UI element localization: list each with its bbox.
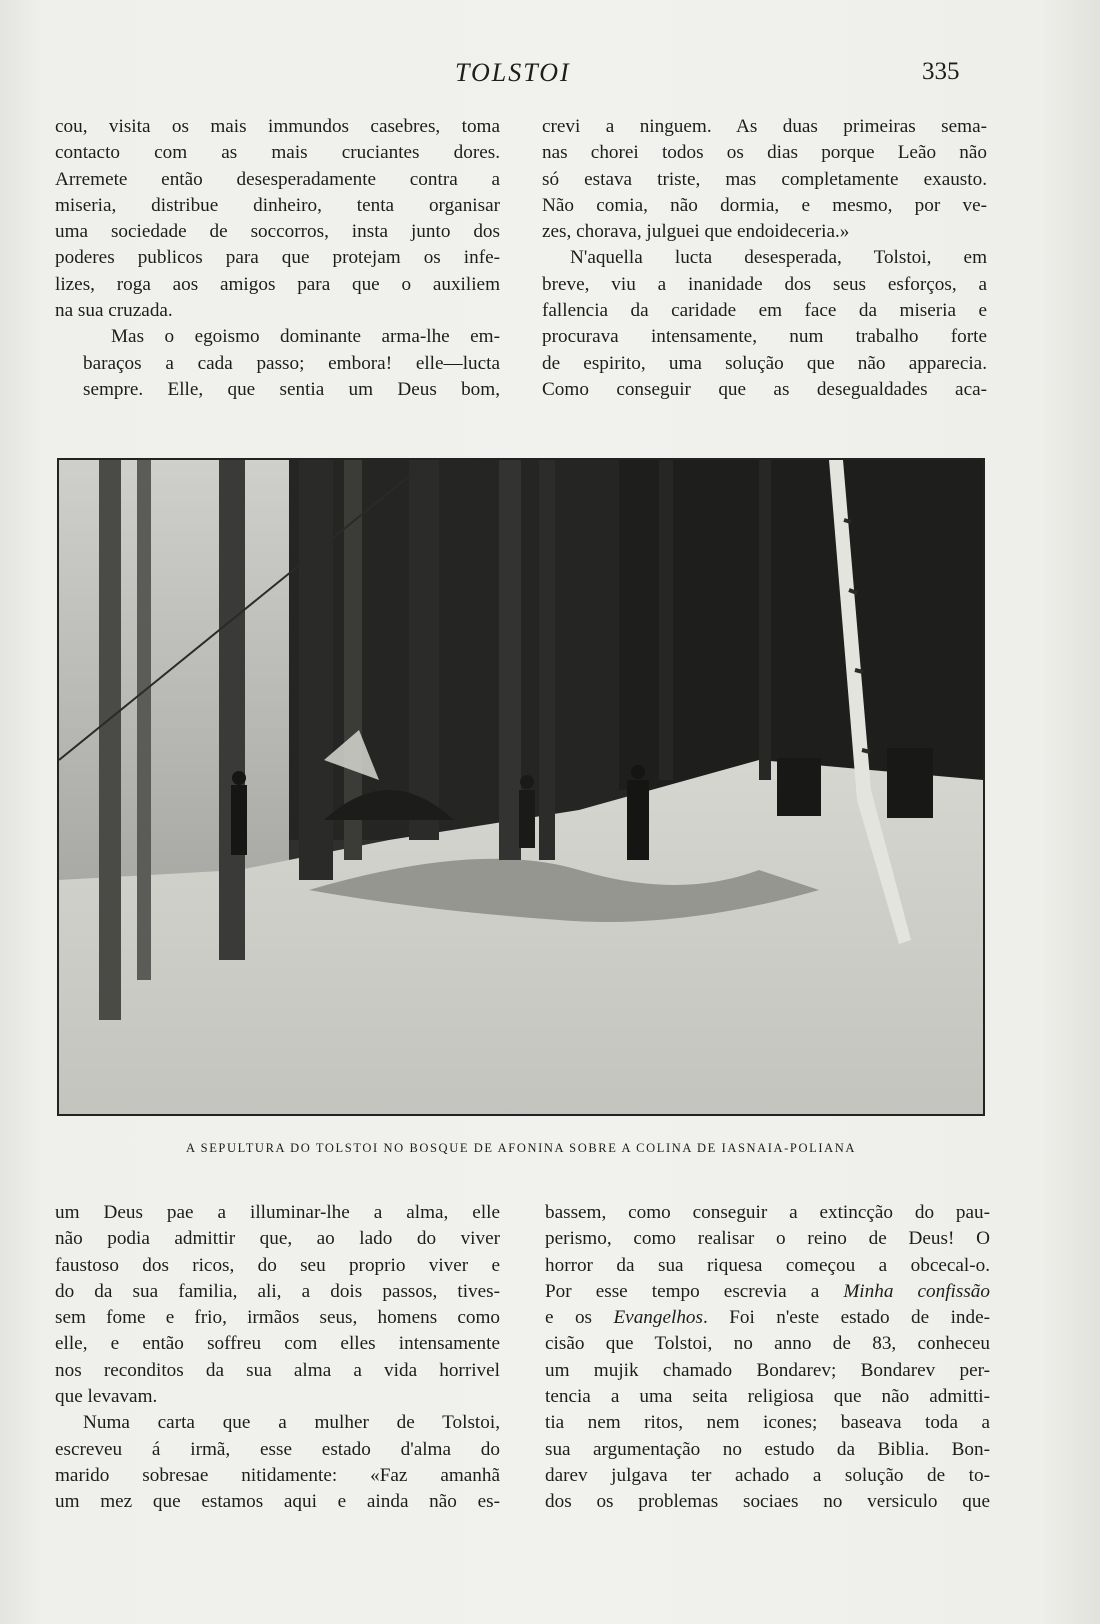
text-line: uma sociedade de soccorros, insta junto dos bbox=[55, 221, 500, 243]
paragraph bbox=[55, 114, 500, 324]
photo-caption: A SEPULTURA DO TOLSTOI NO BOSQUE DE AFONINA SOBRE A COLINA DE IASNAIA-POLIANA bbox=[185, 1141, 856, 1155]
text-line: na sua cruzada. bbox=[55, 300, 173, 322]
text-line bbox=[545, 1279, 990, 1305]
page-number: 335 bbox=[922, 58, 960, 85]
running-title: TOLSTOI bbox=[455, 58, 571, 87]
column-top-right bbox=[542, 114, 987, 403]
text-line: um mez que estamos aqui e ainda não es- bbox=[55, 1491, 500, 1513]
text-line: fallencia da caridade em face da miseria e bbox=[542, 300, 987, 322]
text-line: cou, visita os mais immundos casebres, toma bbox=[55, 116, 500, 137]
paragraph bbox=[55, 1410, 500, 1515]
text-line: elle, e então soffreu com elles intensamente bbox=[55, 1333, 500, 1355]
text-line: Arremete então desesperadamente contra a bbox=[55, 168, 500, 190]
text-line: um Deus pae a illuminar-lhe a alma, elle bbox=[55, 1202, 500, 1223]
book-title-italic: Minha confissão bbox=[843, 1280, 990, 1302]
paragraph bbox=[55, 1200, 500, 1410]
text-line: baraços a cada passo; embora! elle—lucta bbox=[83, 352, 500, 374]
text-line: sua argumentação no estudo da Biblia. Bon- bbox=[545, 1438, 990, 1460]
text-line: só estava triste, mas completamente exausto. bbox=[542, 168, 987, 190]
text-line: contacto com as mais cruciantes dores. bbox=[55, 142, 500, 164]
text-line: faustoso dos ricos, do seu proprio viver e bbox=[55, 1254, 500, 1276]
forest-photo-illustration bbox=[59, 460, 983, 1114]
text-line: cisão que Tolstoi, no anno de 83, conheceu bbox=[545, 1333, 990, 1355]
text-segment: . Foi n'este estado de inde- bbox=[702, 1307, 990, 1329]
text-line: nas chorei todos os dias porque Leão não bbox=[542, 142, 987, 164]
text-line: Mas o egoismo dominante arma-lhe em- bbox=[111, 326, 500, 348]
text-line: um mujik chamado Bondarev; Bondarev per- bbox=[545, 1359, 990, 1381]
paragraph bbox=[545, 1200, 990, 1516]
paragraph bbox=[542, 114, 987, 245]
book-title-italic: Evangelhos bbox=[613, 1307, 703, 1329]
text-line: perismo, como realisar o reino de Deus! O bbox=[545, 1228, 990, 1250]
text-line: lizes, roga aos amigos para que o auxiliem bbox=[55, 273, 500, 295]
text-line: bassem, como conseguir a extincção do pau- bbox=[545, 1202, 990, 1223]
text-line: do da sua familia, ali, a dois passos, tives- bbox=[55, 1280, 500, 1302]
paragraph bbox=[55, 324, 500, 403]
text-segment: e os bbox=[545, 1307, 614, 1329]
text-line: zes, chorava, julguei que endoideceria.» bbox=[542, 221, 850, 243]
text-line: nos reconditos da sua alma a vida horrivel bbox=[55, 1359, 500, 1381]
column-bottom-left bbox=[55, 1200, 500, 1516]
text-line: poderes publicos para que protejam os infe- bbox=[55, 247, 500, 269]
column-bottom-right bbox=[545, 1200, 990, 1516]
text-line: sem fome e frio, irmãos seus, homens como bbox=[55, 1307, 500, 1329]
text-line: breve, viu a inanidade dos seus esforços, a bbox=[542, 273, 987, 295]
paragraph bbox=[542, 245, 987, 403]
running-head bbox=[0, 58, 1100, 92]
text-line: Como conseguir que as desegualdades aca- bbox=[542, 378, 987, 400]
text-line: marido sobresae nitidamente: «Faz amanhã bbox=[55, 1464, 500, 1486]
text-segment: Por esse tempo escrevia a bbox=[545, 1280, 844, 1302]
text-line: tia nem ritos, nem icones; baseava toda a bbox=[545, 1412, 990, 1434]
text-line: escreveu á irmã, esse estado d'alma do bbox=[55, 1438, 500, 1460]
text-line: crevi a ninguem. As duas primeiras sema- bbox=[542, 116, 987, 137]
text-line: darev julgava ter achado a solução de to- bbox=[545, 1464, 990, 1486]
column-top-left bbox=[55, 114, 500, 403]
text-line: horror da sua riquesa começou a obcecal-o. bbox=[545, 1254, 990, 1276]
text-line bbox=[545, 1305, 990, 1331]
text-line: Não comia, não dormia, e mesmo, por ve- bbox=[542, 194, 987, 216]
text-line: dos os problemas sociaes no versiculo que bbox=[545, 1491, 990, 1513]
photograph-grave-in-forest bbox=[57, 458, 985, 1116]
text-line: Numa carta que a mulher de Tolstoi, bbox=[83, 1412, 500, 1434]
text-line: procurava intensamente, num trabalho forte bbox=[542, 326, 987, 348]
text-line: que levavam. bbox=[55, 1386, 158, 1408]
text-line: tencia a uma seita religiosa que não admitti- bbox=[545, 1386, 990, 1408]
text-line: N'aquella lucta desesperada, Tolstoi, em bbox=[570, 247, 987, 269]
text-line: não podia admittir que, ao lado do viver bbox=[55, 1228, 500, 1250]
text-line: miseria, distribue dinheiro, tenta organisar bbox=[55, 194, 500, 216]
text-line: de espirito, uma solução que não apparecia. bbox=[542, 352, 987, 374]
text-line: sempre. Elle, que sentia um Deus bom, bbox=[83, 378, 500, 400]
